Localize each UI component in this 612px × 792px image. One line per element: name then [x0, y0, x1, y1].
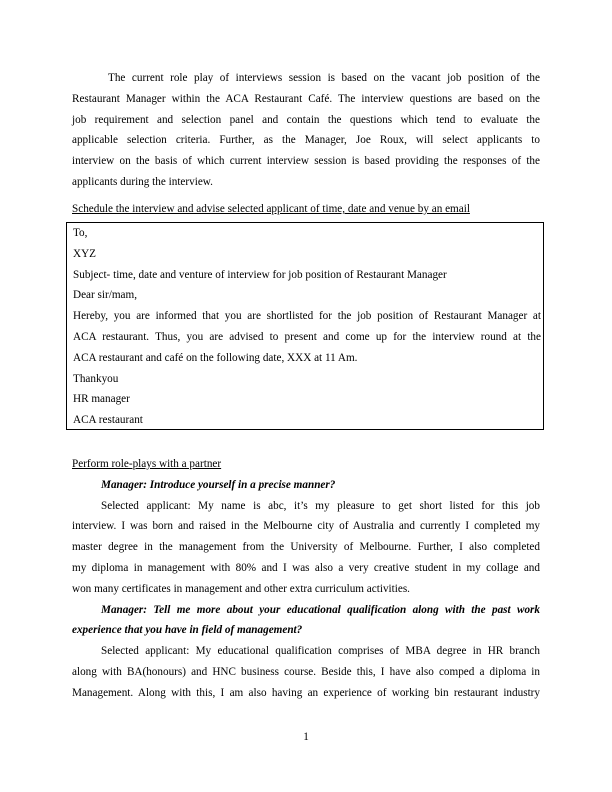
- intro-line: interview on the basis of which current interview session is based providing the responses of the: [72, 155, 540, 168]
- answer-1-line: my diploma in management with 80% and I was also a very creative student in my collage and: [72, 561, 540, 574]
- answer-2-line: Selected applicant: My educational qualification comprises of MBA degree in HR branch: [101, 645, 540, 658]
- email-body-line: ACA restaurant. Thus, you are advised to present and come up for the interview round at the: [73, 330, 541, 343]
- email-content: [73, 223, 541, 431]
- answer-1-line: interview. I was born and raised in the Melbourne city of Australia and currently I completed my: [72, 520, 540, 533]
- intro-line: applicable selection criteria. Further, as the Manager, Joe Roux, will select applicants to: [72, 134, 540, 147]
- intro-paragraph: [72, 68, 540, 193]
- question-2-line: Manager: Tell me more about your educational qualification along with the past work: [101, 603, 540, 616]
- email-closing: Thankyou: [73, 372, 119, 385]
- intro-line: The current role play of interviews session is based on the vacant job position of the: [108, 72, 540, 84]
- email-body-line: ACA restaurant and café on the following date, XXX at 11 Am.: [73, 351, 358, 364]
- email-to: To,: [73, 227, 88, 239]
- roleplay-section: [72, 454, 540, 704]
- intro-line: Restaurant Manager within the ACA Restaurant Café. The interview questions are based on the: [72, 92, 540, 105]
- answer-1-line: master degree in the management from the University of Melbourne. Further, I also completed: [72, 541, 540, 554]
- schedule-heading: Schedule the interview and advise selected applicant of time, date and venue by an email: [72, 203, 470, 215]
- intro-line: applicants during the interview.: [72, 175, 213, 188]
- email-box: [66, 222, 544, 430]
- page-number: 1: [303, 731, 309, 743]
- question-1: Manager: Introduce yourself in a precise manner?: [101, 478, 336, 491]
- email-subject: Subject- time, date and venture of interview for job position of Restaurant Manager: [73, 268, 447, 281]
- email-sender-title: HR manager: [73, 393, 130, 406]
- question-2-line: experience that you have in field of management?: [72, 624, 303, 637]
- email-recipient: XYZ: [73, 247, 96, 260]
- answer-1-line: Selected applicant: My name is abc, it’s my pleasure to get short listed for this job: [101, 499, 540, 512]
- answer-2-line: along with BA(honours) and HNC business course. Beside this, I have also comped a diploma in: [72, 665, 540, 678]
- roleplay-heading: Perform role-plays with a partner: [72, 458, 222, 470]
- email-salutation: Dear sir/mam,: [73, 289, 137, 302]
- answer-2-line: Management. Along with this, I am also having an experience of working bin restaurant industry: [72, 686, 540, 699]
- email-body-line: Hereby, you are informed that you are shortlisted for the job position of Restaurant Manager at: [73, 310, 541, 323]
- intro-line: job requirement and selection panel and contain the questions which tend to evaluate the: [72, 113, 540, 126]
- email-sender-org: ACA restaurant: [73, 414, 143, 427]
- schedule-heading-wrap: [72, 199, 540, 220]
- answer-1-line: won many certificates in management and other extra curriculum activities.: [72, 582, 410, 595]
